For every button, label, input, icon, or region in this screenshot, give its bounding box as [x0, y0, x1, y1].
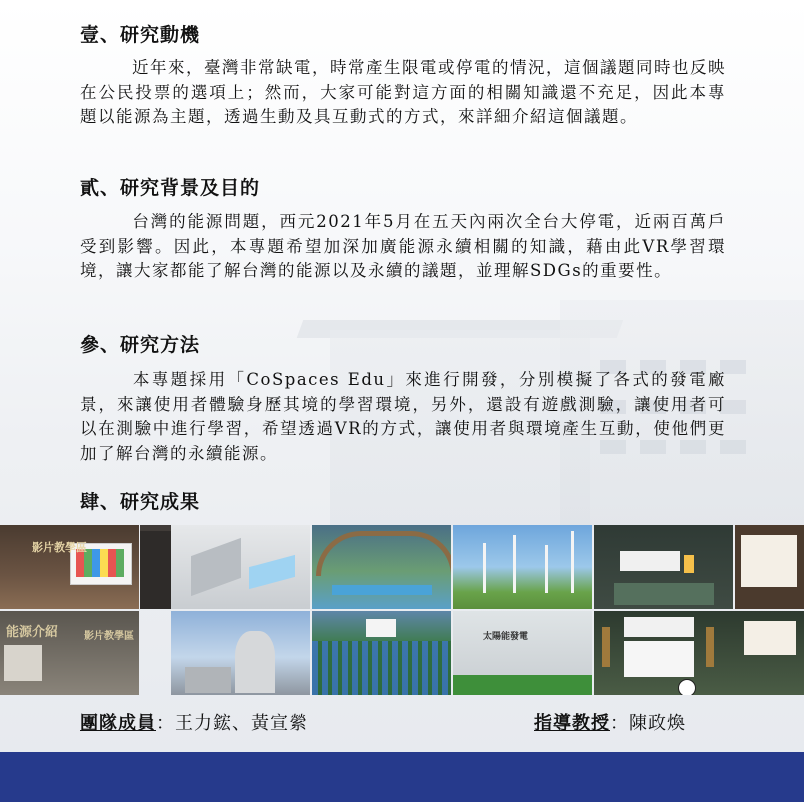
section-title-motivation: 壹、研究動機: [80, 24, 201, 46]
results-gallery: [0, 525, 804, 696]
section-body-motivation: 近年來，臺灣非常缺電，時常產生限電或停電的情況，這個議題同時也反映在公民投票的選項上；然而，大家可能對這方面的相關知識還不充足，因此本專題以能源為主題，透過生動及具互動式的方式，來詳細介紹這個議題。: [80, 58, 726, 126]
advisor-label: 指導教授: [534, 713, 610, 734]
gallery-wind-farm: [453, 525, 592, 609]
gallery-video-room: [0, 525, 139, 609]
team-members: [80, 709, 308, 735]
team-label: 團隊成員: [80, 713, 156, 734]
tile-caption-video-2: 影片教學區: [84, 631, 134, 642]
section-title-results: 肆、研究成果: [80, 491, 201, 513]
gallery-power-plant-top: [171, 525, 310, 609]
gallery-energy-intro: [0, 611, 139, 695]
gallery-quiz-board: [735, 525, 804, 609]
gallery-bridge-park: [312, 525, 451, 609]
gallery-solar-field: [312, 611, 451, 695]
gallery-nuclear-plant: [171, 611, 310, 695]
section-body-background: 台灣的能源問題，西元2021年5月在五天內兩次全台大停電，近兩百萬戶受到影響。因此，本專題希望加深加廣能源永續相關的知識，藉由此VR學習環境，讓大家都能了解台灣的能源以及永續的議題，並理解SDGs的重要性。: [80, 212, 726, 280]
tile-caption-solar: 太陽能發電: [483, 632, 529, 642]
section-title-method: 參、研究方法: [80, 334, 201, 356]
gallery-solar-hall: [453, 611, 592, 695]
advisor-value: ：陳政煥: [610, 713, 686, 734]
section-title-background: 貳、研究背景及目的: [80, 177, 261, 199]
tile-caption-energy-intro: 能源介紹: [6, 625, 59, 640]
team-value: ：王力鋐、黃宣縈: [156, 713, 308, 734]
advisor: [534, 709, 686, 735]
gallery-quiz-room: [594, 525, 733, 609]
bottom-bar: [0, 752, 804, 802]
gallery-sdgs-stage: [594, 611, 804, 695]
tile-caption-video: 影片教學區: [32, 541, 87, 554]
section-body-method: 本專題採用「CoSpaces Edu」來進行開發，分別模擬了各式的發電廠景，來讓使用者體驗身歷其境的學習環境，另外，還設有遊戲測驗，讓使用者可以在測驗中進行學習，希望透過VR的方式，讓使用者與環境產生互動，使他們更加了解台灣的永續能源。: [80, 370, 726, 463]
